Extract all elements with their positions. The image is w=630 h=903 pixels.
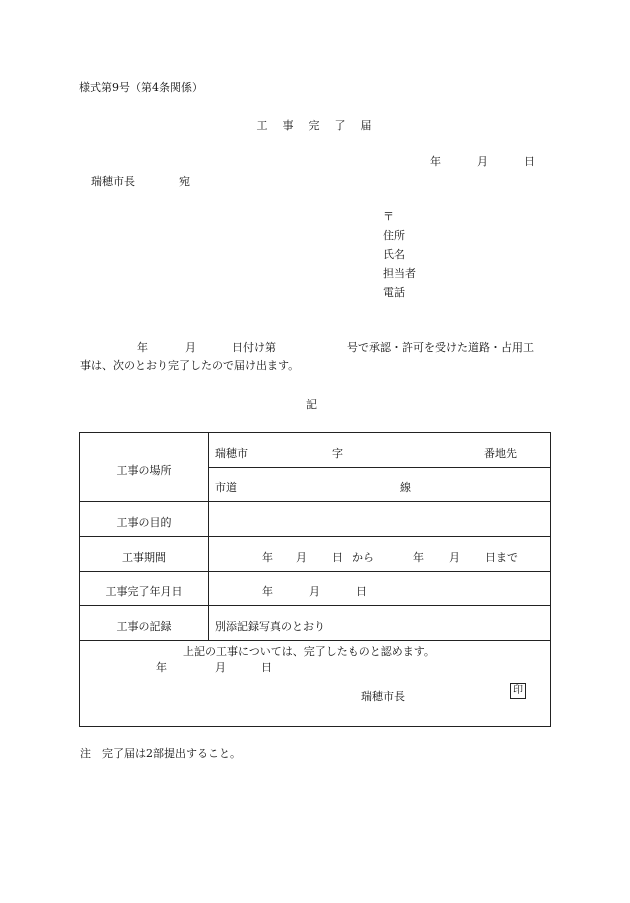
date-month: 月 <box>477 155 488 168</box>
location-label: 工事の場所 <box>116 464 172 477</box>
period-start-year: 年 <box>262 551 273 564</box>
approval-text: 号で承認・許可を受けた道路・占用工 <box>347 341 534 354</box>
row-divider <box>208 467 551 468</box>
form-number: 様式第9号（第4条関係） <box>79 81 203 94</box>
record-label: 工事の記録 <box>116 620 172 633</box>
confirmation-day: 日 <box>261 661 272 674</box>
seal-stamp-box: 印 <box>510 683 526 699</box>
purpose-label: 工事の目的 <box>116 516 172 529</box>
postal-mark: 〒 <box>383 210 394 223</box>
row-divider <box>80 571 551 572</box>
location-line: 線 <box>400 481 411 494</box>
document-title: 工 事 完 了 届 <box>256 119 374 132</box>
confirmation-text: 上記の工事については、完了したものと認めます。 <box>183 645 435 658</box>
period-end-year: 年 <box>413 551 424 564</box>
row-divider <box>80 605 551 606</box>
location-city: 瑞穂市 <box>215 447 248 460</box>
completion-month: 月 <box>309 585 320 598</box>
completion-year: 年 <box>262 585 273 598</box>
confirmation-year: 年 <box>156 661 167 674</box>
completion-date-label: 工事完了年月日 <box>105 585 183 598</box>
applicant-block <box>383 211 416 306</box>
contact-person-label: 担当者 <box>383 267 416 280</box>
period-from: から <box>352 551 374 564</box>
location-aza: 字 <box>332 447 343 460</box>
completion-table <box>79 432 551 727</box>
location-road: 市道 <box>215 481 237 494</box>
column-divider <box>208 433 209 640</box>
period-start-month: 月 <box>296 551 307 564</box>
addressee <box>91 176 190 187</box>
approval-year: 年 <box>137 341 148 354</box>
confirmation-mayor: 瑞穂市長 <box>361 690 405 703</box>
record-value: 別添記録写真のとおり <box>215 620 325 633</box>
name-label: 氏名 <box>383 248 405 261</box>
addressee-suffix: 宛 <box>179 175 190 188</box>
record-heading: 記 <box>306 398 317 411</box>
approval-day-number: 日付け第 <box>232 341 276 354</box>
row-divider <box>80 536 551 537</box>
period-end-month: 月 <box>449 551 460 564</box>
footnote: 注 完了届は2部提出すること。 <box>80 747 241 760</box>
confirmation-month: 月 <box>215 661 226 674</box>
phone-label: 電話 <box>383 286 405 299</box>
body-text-line-2: 事は、次のとおり完了したので届け出ます。 <box>80 359 300 372</box>
approval-month: 月 <box>185 341 196 354</box>
period-label: 工事期間 <box>122 551 166 564</box>
completion-day: 日 <box>356 585 367 598</box>
period-start-day: 日 <box>332 551 343 564</box>
date-year: 年 <box>430 155 441 168</box>
row-divider <box>80 501 551 502</box>
location-banchi: 番地先 <box>484 447 517 460</box>
addressee-name: 瑞穂市長 <box>91 175 135 188</box>
period-end-day: 日まで <box>485 551 518 564</box>
address-label: 住所 <box>383 229 405 242</box>
row-divider <box>80 640 551 641</box>
date-day: 日 <box>524 155 535 168</box>
